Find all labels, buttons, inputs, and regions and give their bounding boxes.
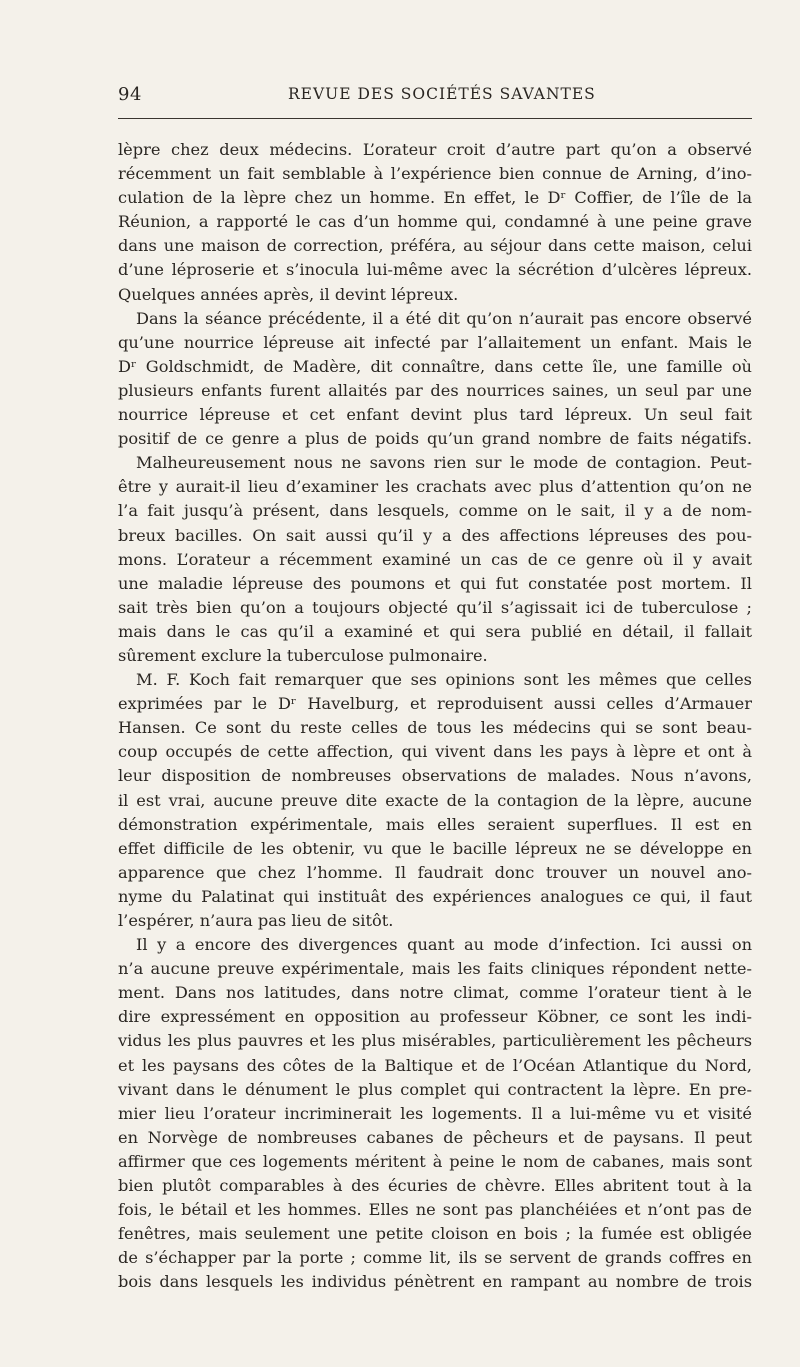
text-line: être y aurait-il lieu d’examiner les crachats avec plus d’attention qu’on ne xyxy=(118,477,752,497)
text-line: Malheureusement nous ne savons rien sur le mode de contagion. Peut- xyxy=(136,453,752,473)
text-line: exprimées par le Dʳ Havelburg, et reproduisent aussi celles d’Armauer xyxy=(118,694,752,714)
text-line: mais dans le cas qu’il a examiné et qui sera publié en détail, il fallait xyxy=(118,621,752,641)
page-number: 94 xyxy=(118,84,142,105)
text-line: Réunion, a rapporté le cas d’un homme qui, condamné à une peine grave xyxy=(118,212,752,232)
text-line: M. F. Koch fait remarquer que ses opinions sont les mêmes que celles xyxy=(136,670,752,690)
text-line: effet difficile de les obtenir, vu que le bacille lépreux ne se développe en xyxy=(118,838,752,858)
paragraph xyxy=(118,668,752,933)
paragraph xyxy=(118,933,752,1294)
page-header xyxy=(118,84,754,108)
text-line: culation de la lèpre chez un homme. En effet, le Dʳ Coffier, de l’île de la xyxy=(118,188,752,208)
paragraph xyxy=(118,307,752,452)
text-line: Quelques années après, il devint lépreux. xyxy=(118,284,459,304)
text-line: mier lieu l’orateur incriminerait les logements. Il a lui-même vu et visité xyxy=(118,1103,752,1123)
text-line: qu’une nourrice lépreuse ait infecté par l’allaitement un enfant. Mais le xyxy=(118,332,752,352)
text-line: l’espérer, n’aura pas lieu de sitôt. xyxy=(118,911,394,930)
text-line: breux bacilles. On sait aussi qu’il y a des affections lépreuses des pou- xyxy=(118,525,752,545)
text-line: dire expressément en opposition au professeur Köbner, ce sont les indi- xyxy=(118,1007,752,1027)
text-line: de s’échapper par la porte ; comme lit, ils se servent de grands coffres en xyxy=(118,1248,752,1268)
text-line: affirmer que ces logements méritent à peine le nom de cabanes, mais sont xyxy=(118,1151,752,1171)
text-line: nyme du Palatinat qui instituât des expériences analogues ce qui, il faut xyxy=(118,886,752,906)
text-line: Hansen. Ce sont du reste celles de tous les médecins qui se sont beau- xyxy=(118,718,752,738)
text-line: nourrice lépreuse et cet enfant devint plus tard lépreux. Un seul fait xyxy=(118,405,752,425)
text-line: fenêtres, mais seulement une petite cloison en bois ; la fumée est obligée xyxy=(118,1224,752,1244)
text-line: Dans la séance précédente, il a été dit qu’on n’aurait pas encore observé xyxy=(136,308,752,328)
text-line: vidus les plus pauvres et les plus misérables, particulièrement les pêcheurs xyxy=(118,1031,752,1051)
paragraph xyxy=(118,451,752,668)
body-text xyxy=(118,138,752,1295)
text-line: vivant dans le dénument le plus complet qui contractent la lèpre. En pre- xyxy=(118,1079,752,1099)
text-line: lèpre chez deux médecins. L’orateur croit d’autre part qu’on a observé xyxy=(118,140,752,159)
text-line: et les paysans des côtes de la Baltique et de l’Océan Atlantique du Nord, xyxy=(118,1055,752,1075)
text-line: coup occupés de cette affection, qui vivent dans les pays à lèpre et ont à xyxy=(118,742,752,762)
text-line: fois, le bétail et les hommes. Elles ne sont pas planchéiées et n’ont pas de xyxy=(118,1200,752,1220)
text-line: en Norvège de nombreuses cabanes de pêcheurs et de paysans. Il peut xyxy=(118,1127,752,1147)
text-line: démonstration expérimentale, mais elles seraient superflues. Il est en xyxy=(118,814,752,834)
header-rule xyxy=(118,118,752,119)
running-title: REVUE DES SOCIÉTÉS SAVANTES xyxy=(288,85,596,103)
text-line: ment. Dans nos latitudes, dans notre climat, comme l’orateur tient à le xyxy=(118,983,752,1003)
text-line: n’a aucune preuve expérimentale, mais les faits cliniques répondent nette- xyxy=(118,959,752,979)
text-line: Dʳ Goldschmidt, de Madère, dit connaître, dans cette île, une famille où xyxy=(118,356,752,376)
text-line: plusieurs enfants furent allaités par des nourrices saines, un seul par une xyxy=(118,380,752,400)
text-line: dans une maison de correction, préféra, au séjour dans cette maison, celui xyxy=(118,236,752,256)
text-line: positif de ce genre a plus de poids qu’un grand nombre de faits négatifs. xyxy=(118,429,752,449)
text-line: une maladie lépreuse des poumons et qui fut constatée post mortem. Il xyxy=(118,573,752,593)
text-line: sait très bien qu’on a toujours objecté qu’il s’agissait ici de tuberculose ; xyxy=(118,597,752,617)
text-line: apparence que chez l’homme. Il faudrait donc trouver un nouvel ano- xyxy=(118,862,752,882)
text-line: l’a fait jusqu’à présent, dans lesquels, comme on le sait, il y a de nom- xyxy=(118,501,752,521)
text-line: il est vrai, aucune preuve dite exacte de la contagion de la lèpre, aucune xyxy=(118,790,752,810)
text-line: bois dans lesquels les individus pénètrent en rampant au nombre de trois xyxy=(118,1272,752,1292)
text-line: leur disposition de nombreuses observations de malades. Nous n’avons, xyxy=(118,766,752,786)
text-line: Il y a encore des divergences quant au mode d’infection. Ici aussi on xyxy=(136,935,752,955)
text-line: récemment un fait semblable à l’expérience bien connue de Arning, d’ino- xyxy=(118,164,752,184)
paragraph xyxy=(118,138,752,307)
text-line: mons. L’orateur a récemment examiné un cas de ce genre où il y avait xyxy=(118,549,752,569)
text-line: d’une léproserie et s’inocula lui-même avec la sécrétion d’ulcères lépreux. xyxy=(118,260,752,280)
text-line: bien plutôt comparables à des écuries de chèvre. Elles abritent tout à la xyxy=(118,1176,752,1196)
text-line: sûrement exclure la tuberculose pulmonaire. xyxy=(118,645,488,665)
